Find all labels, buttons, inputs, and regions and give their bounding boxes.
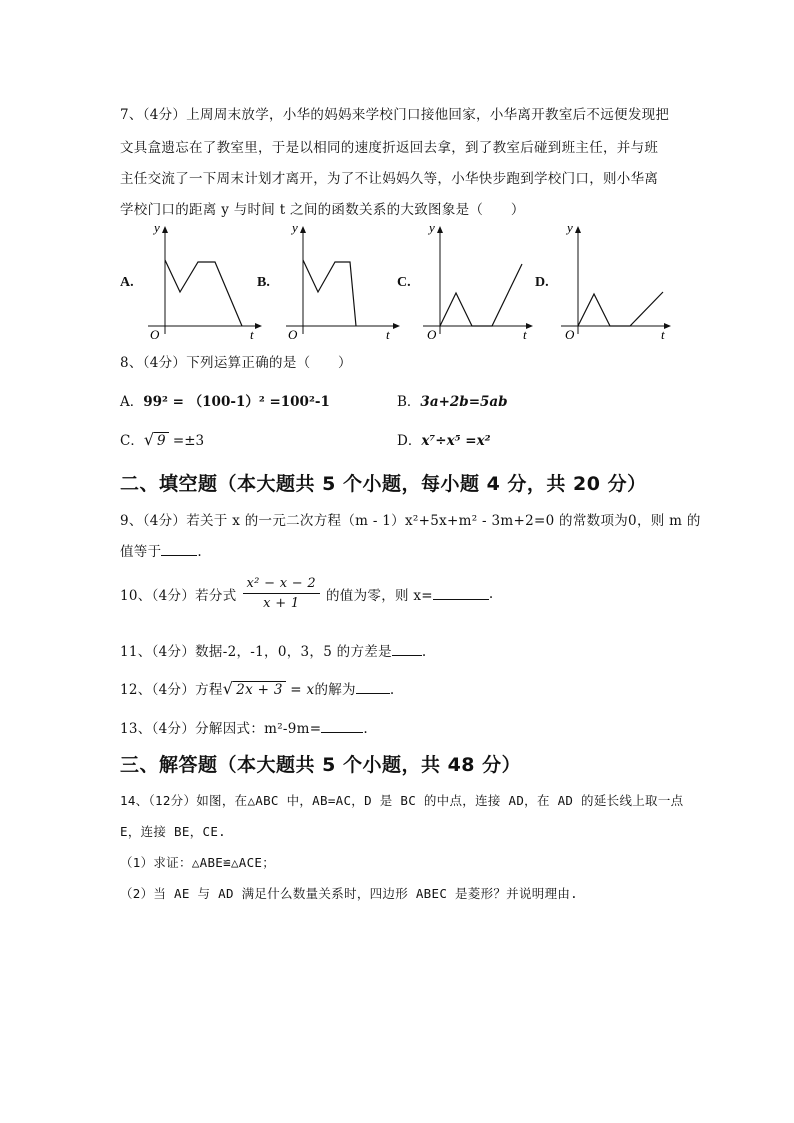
q10 [120,576,494,611]
sqrt-icon: √ [222,679,234,698]
q11-answer-blank[interactable] [392,643,422,656]
graph-c-y-label: y [429,222,435,235]
q10-numerator: x² − x − 2 [243,576,320,594]
q12-prefix: 12、（4分）方程 [120,682,223,698]
q13 [120,717,368,737]
q10-denominator: x + 1 [263,596,300,611]
q7-line-3: 主任交流了一下周末计划才离开，为了不让妈妈久等，小华快步跑到学校门口，则小华离 [120,171,659,187]
q12 [120,678,394,698]
graph-b-y-label: y [292,222,298,235]
graph-d-y-label: y [567,222,573,235]
q9-line-2-text: 值等于 [120,544,162,560]
q8-option-c-radicand: 9 [154,432,169,449]
q14-part-2: （2）当 AE 与 AD 满足什么数量关系时，四边形 ABEC 是菱形？并说明理由. [120,886,579,901]
q10-period: . [488,585,494,602]
q8-option-c [120,429,204,449]
q7-line-1: 7、（4分）上周周末放学，小华的妈妈来学校门口接他回家，小华离开教室后不远便发现把 [120,107,670,123]
q13-text: 13、（4分）分解因式：m²-9m= [120,721,322,737]
q13-period: . [363,721,368,737]
q8-option-c-label: C． [120,433,144,449]
q8-option-b [397,390,508,410]
graph-b [278,222,403,342]
q11-text: 11、（4分）数据-2，-1，0，3，5 的方差是 [120,644,392,660]
option-b-label: B. [257,275,270,290]
q8-option-a [120,390,330,410]
q8-option-b-text: 3a+2b=5ab [420,394,508,410]
graph-d [553,222,678,342]
q8-option-c-rest: =±3 [168,433,205,449]
q12-postfix: 的解为 [314,682,356,698]
q7-line-4: 学校门口的距离 y 与时间 t 之间的函数关系的大致图象是（ ） [120,202,525,218]
q8-option-a-text: 99² = （100-1）² =100²-1 [143,394,330,410]
q10-postfix: 的值为零，则 x= [326,587,433,604]
option-d-label: D. [535,275,549,290]
q12-period: . [389,682,395,698]
section-2-title: 二、填空题（本大题共 5 个小题，每小题 4 分，共 20 分） [120,473,647,495]
option-c-label: C. [397,275,411,290]
sqrt-icon: √ [143,430,155,449]
graph-b-origin: O [288,327,298,342]
q8-option-d-label: D． [397,433,422,449]
graph-b-t-label: t [386,327,390,342]
q10-answer-blank[interactable] [433,587,489,600]
q11-period: . [421,644,427,660]
graph-d-t-label: t [661,327,665,342]
q9-line-2 [120,540,202,560]
q13-answer-blank[interactable] [321,720,363,733]
q9-line-1: 9、（4分）若关于 x 的一元二次方程（m - 1）x²+5x+m² - 3m+2=0 的常数项为0，则 m 的 [120,513,701,529]
q12-radicand: 2x + 3 [233,681,286,698]
q9-answer-blank[interactable] [161,543,197,556]
graph-a-origin: O [150,327,160,342]
q14-part-1: （1）求证：△ABE≌△ACE； [120,855,276,870]
q8-option-d-text: x⁷÷x⁵ =x² [421,433,491,449]
q11 [120,640,426,660]
section-3-title: 三、解答题（本大题共 5 个小题，共 48 分） [120,754,522,776]
q8-option-b-label: B． [397,394,421,410]
graph-d-origin: O [565,327,575,342]
q8-option-d [397,429,491,449]
graph-a-t-label: t [250,327,254,342]
graph-c-t-label: t [523,327,527,342]
graph-a-y-label: y [154,222,160,235]
q12-answer-blank[interactable] [356,681,390,694]
option-a-label: A. [120,275,134,290]
graph-a [140,222,265,342]
q9-period: . [197,544,202,560]
graph-c [415,222,540,342]
q10-fraction [243,576,320,611]
q12-equation-rest: = x [285,682,315,698]
q8-stem: 8、（4分）下列运算正确的是（ ） [120,355,352,371]
q14-line-2: E，连接 BE，CE. [120,824,226,839]
graph-c-origin: O [427,327,437,342]
q10-prefix: 10、（4分）若分式 [120,587,237,604]
q14-line-1: 14、（12分）如图，在△ABC 中，AB=AC，D 是 BC 的中点，连接 AD，在 AD 的延长线上取一点 [120,793,684,808]
q8-option-a-label: A． [120,394,144,410]
q7-line-2: 文具盒遗忘在了教室里，于是以相同的速度折返回去拿，到了教室后碰到班主任，并与班 [120,140,659,156]
